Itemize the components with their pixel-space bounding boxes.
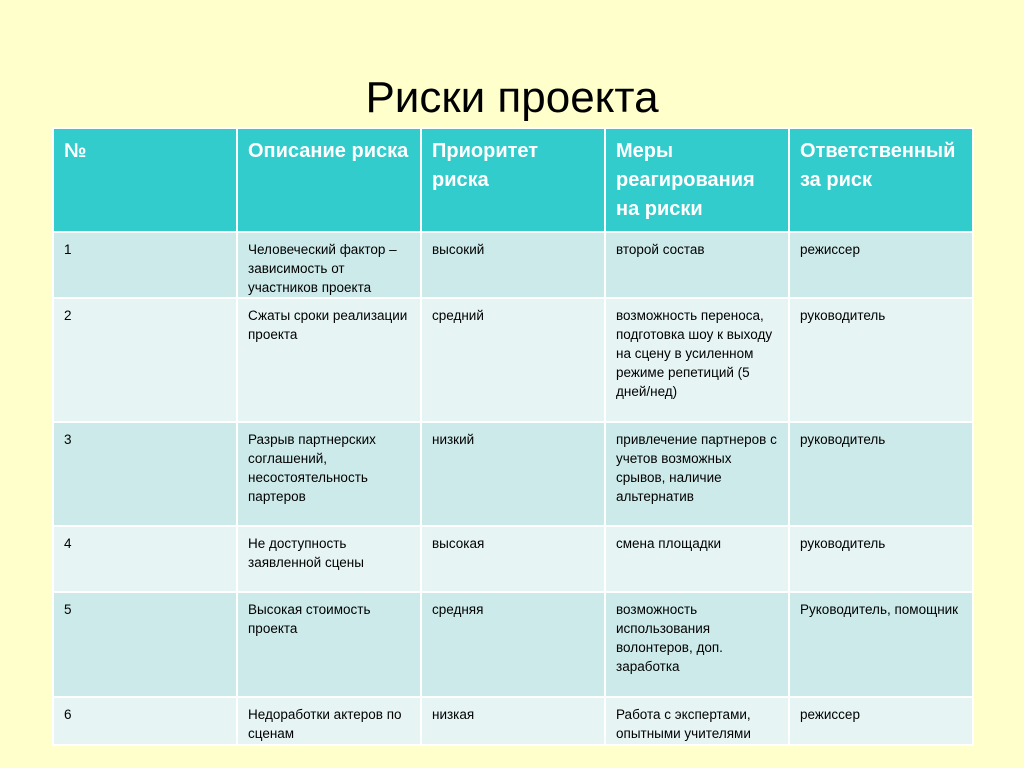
slide-title: Риски проекта <box>365 73 659 122</box>
risk-table <box>52 127 974 746</box>
cell-priority: средний <box>421 298 605 422</box>
cell-responsible: Руководитель, помощник <box>789 592 973 697</box>
header-number: № <box>53 128 237 232</box>
table-row <box>53 298 973 422</box>
cell-priority: низкий <box>421 422 605 526</box>
cell-number: 6 <box>53 697 237 745</box>
cell-description: Разрыв партнерских соглашений, несостоятельность партеров <box>237 422 421 526</box>
cell-priority: высокая <box>421 526 605 592</box>
header-responsible: Ответственный за риск <box>789 128 973 232</box>
header-description: Описание риска <box>237 128 421 232</box>
cell-description: Человеческий фактор – зависимость от участников проекта <box>237 232 421 298</box>
table-row <box>53 422 973 526</box>
header-priority: Приоритет риска <box>421 128 605 232</box>
header-measures: Меры реагирования на риски <box>605 128 789 232</box>
cell-description: Сжаты сроки реализации проекта <box>237 298 421 422</box>
cell-measures: возможность переноса, подготовка шоу к выходу на сцену в усиленном режиме репетиций (5 дней/нед) <box>605 298 789 422</box>
cell-responsible: режиссер <box>789 697 973 745</box>
table-row <box>53 526 973 592</box>
cell-responsible: руководитель <box>789 422 973 526</box>
table-row <box>53 232 973 298</box>
cell-priority: низкая <box>421 697 605 745</box>
table-row <box>53 697 973 745</box>
cell-number: 4 <box>53 526 237 592</box>
cell-measures: привлечение партнеров с учетов возможных срывов, наличие альтернатив <box>605 422 789 526</box>
cell-priority: средняя <box>421 592 605 697</box>
cell-measures: второй состав <box>605 232 789 298</box>
cell-number: 5 <box>53 592 237 697</box>
cell-measures: Работа с экспертами, опытными учителями <box>605 697 789 745</box>
cell-measures: смена площадки <box>605 526 789 592</box>
cell-number: 1 <box>53 232 237 298</box>
cell-priority: высокий <box>421 232 605 298</box>
cell-number: 2 <box>53 298 237 422</box>
table-header-row <box>53 128 973 232</box>
cell-description: Высокая стоимость проекта <box>237 592 421 697</box>
cell-responsible: режиссер <box>789 232 973 298</box>
table-row <box>53 592 973 697</box>
cell-description: Недоработки актеров по сценам <box>237 697 421 745</box>
cell-responsible: руководитель <box>789 526 973 592</box>
cell-description: Не доступность заявленной сцены <box>237 526 421 592</box>
cell-responsible: руководитель <box>789 298 973 422</box>
cell-number: 3 <box>53 422 237 526</box>
cell-measures: возможность использования волонтеров, доп. заработка <box>605 592 789 697</box>
